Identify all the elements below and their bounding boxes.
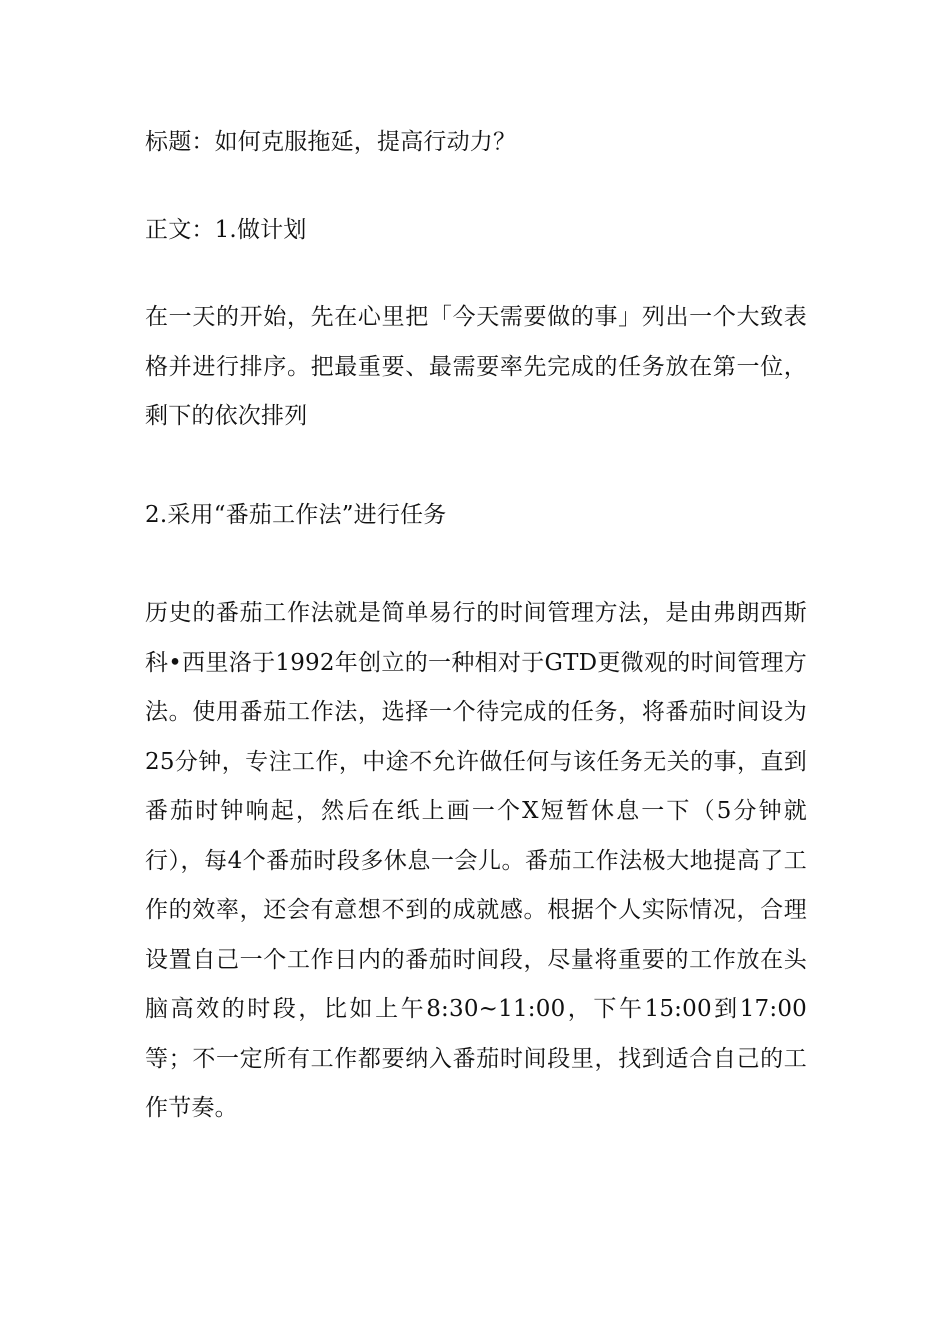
pomodoro-heading: 2.采用“番茄工作法”进行任务 [145, 501, 447, 528]
pomodoro-paragraph: 历史的番茄工作法就是简单易行的时间管理方法，是由弗朗西斯科•西里洛于1992年创立的一种相对于GTD更微观的时间管理方法。使用番茄工作法，选择一个待完成的任务，将番茄时间设为25分钟，专注工作，中途不允许做任何与该任务无关的事，直到番茄时钟响起，然后在纸上画一个X短暂休息一下（5分钟就行），每4个番茄时段多休息一会儿。番茄工作法极大地提高了工作的效率，还会有意想不到的成就感。根据个人实际情况，合理设置自己一个工作日内的番茄时间段，尽量将重要的工作放在头脑高效的时段，比如上午8:30~11:00，下午15:00到17:00等；不一定所有工作都要纳入番茄时间段里，找到适合自己的工作节奏。 [145, 600, 807, 1121]
document-body [145, 118, 807, 1134]
document-title: 标题：如何克服拖延，提高行动力？ [145, 129, 517, 155]
plan-paragraph: 在一天的开始，先在心里把「今天需要做的事」列出一个大致表格并进行排序。把最重要、最需要率先完成的任务放在第一位，剩下的依次排列 [145, 304, 807, 429]
body-intro-heading: 正文：1.做计划 [145, 216, 307, 243]
